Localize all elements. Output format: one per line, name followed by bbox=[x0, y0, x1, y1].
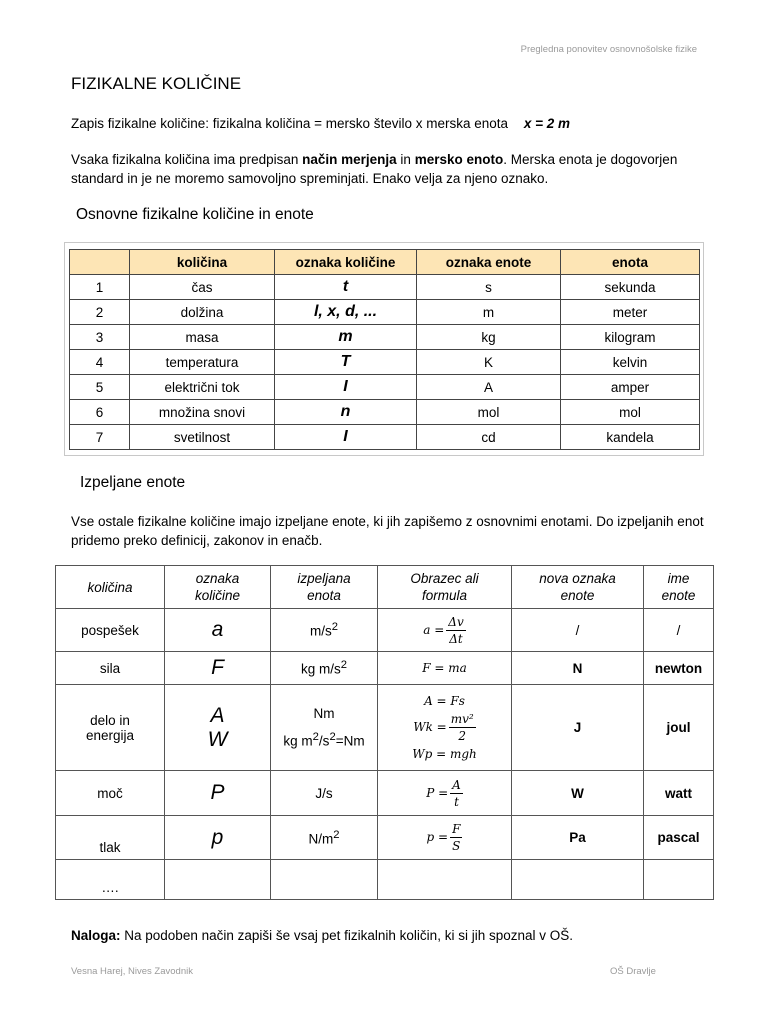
p2-bold-unit: mersko enoto bbox=[414, 152, 504, 167]
quantity-name: temperatura bbox=[130, 350, 275, 375]
new-unit-symbol: J bbox=[512, 685, 644, 771]
new-unit-symbol: Pa bbox=[512, 816, 644, 860]
measurement-paragraph bbox=[71, 150, 711, 188]
p2-bold-method: način merjenja bbox=[302, 152, 397, 167]
unit-name: joul bbox=[644, 685, 714, 771]
quantity-name: množina snovi bbox=[130, 400, 275, 425]
formula-lhs: Wk = bbox=[413, 720, 447, 734]
derived-unit: J/s bbox=[271, 771, 378, 816]
section-heading-basic: Osnovne fizikalne količine in enote bbox=[76, 206, 314, 223]
header-quantity: količina bbox=[56, 566, 165, 609]
formula-numerator: A bbox=[452, 777, 461, 792]
formula-denominator: S bbox=[452, 839, 461, 853]
unit-part: /s bbox=[318, 733, 330, 749]
quantity-name: čas bbox=[130, 275, 275, 300]
quantity-name: …. bbox=[56, 860, 165, 900]
formula-numerator: mv² bbox=[450, 712, 474, 726]
row-number: 5 bbox=[70, 375, 130, 400]
p2-text-a: Vsaka fizikalna količina ima predpisan bbox=[71, 152, 303, 167]
header-unit-name bbox=[644, 566, 714, 609]
quantity-name-line1: delo in bbox=[90, 712, 130, 728]
header-name-line1: ime bbox=[667, 571, 690, 586]
header-symbol bbox=[165, 566, 271, 609]
empty-cell bbox=[271, 860, 378, 900]
quantity-symbol: I bbox=[275, 375, 417, 400]
header-symbol-line2: količine bbox=[194, 588, 241, 603]
row-number: 3 bbox=[70, 325, 130, 350]
formula-numerator: F bbox=[452, 822, 461, 836]
header-new-symbol bbox=[512, 566, 644, 609]
table1-header-row bbox=[70, 250, 700, 275]
p2-text-e: . Merska enota je dogovorjen standard in je ne moremo samovoljno spreminjati. Enako velja za njeno oznako. bbox=[71, 152, 678, 186]
footer-school: OŠ Dravlje bbox=[610, 966, 656, 977]
unit-line2 bbox=[271, 731, 377, 749]
unit-text: m/s bbox=[309, 623, 332, 639]
row-number: 6 bbox=[70, 400, 130, 425]
header-formula-line2: formula bbox=[421, 588, 467, 603]
unit-symbol: kg bbox=[417, 325, 561, 350]
table2-header-row bbox=[56, 566, 714, 609]
table-row bbox=[56, 652, 714, 685]
header-unit-line2: enota bbox=[307, 588, 341, 603]
unit-name: / bbox=[644, 609, 714, 652]
quantity-symbol: a bbox=[165, 609, 271, 652]
task-label: Naloga: bbox=[71, 928, 121, 943]
formula bbox=[378, 771, 512, 816]
unit-part: kg m bbox=[283, 733, 313, 749]
formula: F = ma bbox=[378, 652, 512, 685]
header-new-line1: nova oznaka bbox=[539, 571, 616, 586]
table-row bbox=[56, 609, 714, 652]
table1-header: količina bbox=[130, 250, 275, 275]
formula-lhs: P = bbox=[426, 785, 449, 800]
intro-text: Zapis fizikalne količine: fizikalna količina = mersko število x merska enota bbox=[71, 116, 509, 131]
empty-cell bbox=[378, 860, 512, 900]
derived-unit bbox=[271, 652, 378, 685]
unit-name: watt bbox=[644, 771, 714, 816]
table-row bbox=[56, 816, 714, 860]
formula-fraction bbox=[450, 821, 462, 854]
task-paragraph bbox=[71, 928, 573, 943]
header-new-line2: enote bbox=[560, 588, 595, 603]
quantity-name: masa bbox=[130, 325, 275, 350]
symbol-w: W bbox=[207, 727, 228, 751]
quantity-symbol: I bbox=[275, 425, 417, 450]
intro-paragraph bbox=[71, 116, 570, 131]
unit-text: kg m/s bbox=[300, 661, 341, 677]
unit-name: amper bbox=[561, 375, 700, 400]
row-number: 1 bbox=[70, 275, 130, 300]
quantity-symbol: t bbox=[275, 275, 417, 300]
page-header: Pregledna ponovitev osnovnošolske fizike bbox=[520, 44, 697, 55]
quantity-name: sila bbox=[56, 652, 165, 685]
section-heading-derived: Izpeljane enote bbox=[80, 474, 186, 491]
unit-exponent: 2 bbox=[331, 621, 338, 634]
empty-cell bbox=[165, 860, 271, 900]
empty-cell bbox=[512, 860, 644, 900]
formula-lhs: p = bbox=[426, 830, 449, 844]
table1-header: oznaka enote bbox=[417, 250, 561, 275]
header-formula bbox=[378, 566, 512, 609]
new-unit-symbol: N bbox=[512, 652, 644, 685]
formula-work: A = Fs bbox=[424, 694, 465, 708]
quantity-symbol: F bbox=[165, 652, 271, 685]
table-row bbox=[70, 425, 700, 450]
unit-line1: Nm bbox=[313, 706, 335, 722]
derived-unit bbox=[271, 816, 378, 860]
header-unit-line1: izpeljana bbox=[297, 571, 351, 586]
unit-name: pascal bbox=[644, 816, 714, 860]
table-row bbox=[56, 685, 714, 771]
derived-paragraph: Vse ostale fizikalne količine imajo izpeljane enote, ki jih zapišemo z osnovnimi enotami. Do izpeljanih enot pridemo preko definicij, zakonov in enačb. bbox=[71, 514, 704, 548]
formula bbox=[378, 609, 512, 652]
unit-exponent: 2 bbox=[329, 731, 336, 744]
quantity-name: svetilnost bbox=[130, 425, 275, 450]
row-number: 7 bbox=[70, 425, 130, 450]
unit-symbol: mol bbox=[417, 400, 561, 425]
unit-name: mol bbox=[561, 400, 700, 425]
basic-quantities-frame bbox=[64, 242, 704, 456]
quantity-symbol: l, x, d, ... bbox=[275, 300, 417, 325]
formula-potential: Wp = mgh bbox=[412, 747, 477, 761]
derived-units-table bbox=[55, 565, 714, 900]
table1-header: oznaka količine bbox=[275, 250, 417, 275]
unit-name: newton bbox=[644, 652, 714, 685]
formula-denominator: Δt bbox=[449, 631, 463, 646]
table1-header: enota bbox=[561, 250, 700, 275]
formula-kinetic bbox=[378, 711, 511, 744]
quantity-name-line2: energija bbox=[85, 727, 135, 743]
quantity-symbol: T bbox=[275, 350, 417, 375]
footer-authors: Vesna Harej, Nives Zavodnik bbox=[71, 966, 193, 977]
unit-symbol: A bbox=[417, 375, 561, 400]
formula bbox=[378, 816, 512, 860]
table-row bbox=[70, 325, 700, 350]
unit-part: =Nm bbox=[335, 733, 365, 749]
unit-symbol: K bbox=[417, 350, 561, 375]
symbol-a: A bbox=[210, 703, 225, 727]
unit-exponent: 2 bbox=[312, 731, 319, 744]
p2-text-c: in bbox=[396, 152, 415, 167]
formula-lhs: a = bbox=[423, 622, 445, 637]
page-title: FIZIKALNE KOLIČINE bbox=[71, 74, 242, 93]
header-formula-line1: Obrazec ali bbox=[410, 571, 479, 586]
formula-fraction bbox=[450, 777, 463, 810]
derived-unit bbox=[271, 685, 378, 771]
intro-example: x = 2 m bbox=[523, 116, 570, 131]
table-row bbox=[70, 400, 700, 425]
unit-name: meter bbox=[561, 300, 700, 325]
formula-denominator: t bbox=[454, 794, 459, 809]
unit-name: kelvin bbox=[561, 350, 700, 375]
unit-exponent: 2 bbox=[333, 828, 340, 841]
unit-symbol: m bbox=[417, 300, 561, 325]
table-row bbox=[70, 275, 700, 300]
unit-exponent: 2 bbox=[340, 659, 348, 672]
quantity-symbol: m bbox=[275, 325, 417, 350]
formula-fraction bbox=[449, 711, 476, 744]
table-row bbox=[70, 375, 700, 400]
table-row bbox=[56, 860, 714, 900]
quantity-name: moč bbox=[56, 771, 165, 816]
quantity-symbol bbox=[165, 685, 271, 771]
header-name-line2: enote bbox=[661, 588, 696, 603]
unit-symbol: s bbox=[417, 275, 561, 300]
new-unit-symbol: / bbox=[512, 609, 644, 652]
quantity-symbol: P bbox=[165, 771, 271, 816]
formula-fraction bbox=[446, 614, 465, 647]
derived-unit bbox=[271, 609, 378, 652]
basic-quantities-table bbox=[69, 249, 700, 450]
formula-numerator: Δv bbox=[448, 614, 464, 629]
quantity-name bbox=[56, 685, 165, 771]
unit-name: kandela bbox=[561, 425, 700, 450]
table1-header bbox=[70, 250, 130, 275]
formula bbox=[378, 685, 512, 771]
unit-symbol: cd bbox=[417, 425, 561, 450]
table-row bbox=[70, 300, 700, 325]
task-text: Na podoben način zapiši še vsaj pet fizikalnih količin, ki si jih spoznal v OŠ. bbox=[120, 928, 573, 943]
new-unit-symbol: W bbox=[512, 771, 644, 816]
quantity-name: tlak bbox=[56, 816, 165, 860]
unit-text: N/m bbox=[308, 831, 334, 847]
empty-cell bbox=[644, 860, 714, 900]
header-unit bbox=[271, 566, 378, 609]
row-number: 4 bbox=[70, 350, 130, 375]
row-number: 2 bbox=[70, 300, 130, 325]
quantity-name: električni tok bbox=[130, 375, 275, 400]
unit-name: sekunda bbox=[561, 275, 700, 300]
quantity-symbol: p bbox=[165, 816, 271, 860]
unit-name: kilogram bbox=[561, 325, 700, 350]
header-symbol-line1: oznaka bbox=[195, 571, 240, 586]
quantity-name: pospešek bbox=[56, 609, 165, 652]
quantity-symbol: n bbox=[275, 400, 417, 425]
formula-denominator: 2 bbox=[458, 729, 467, 743]
table-row bbox=[56, 771, 714, 816]
quantity-name: dolžina bbox=[130, 300, 275, 325]
table-row bbox=[70, 350, 700, 375]
